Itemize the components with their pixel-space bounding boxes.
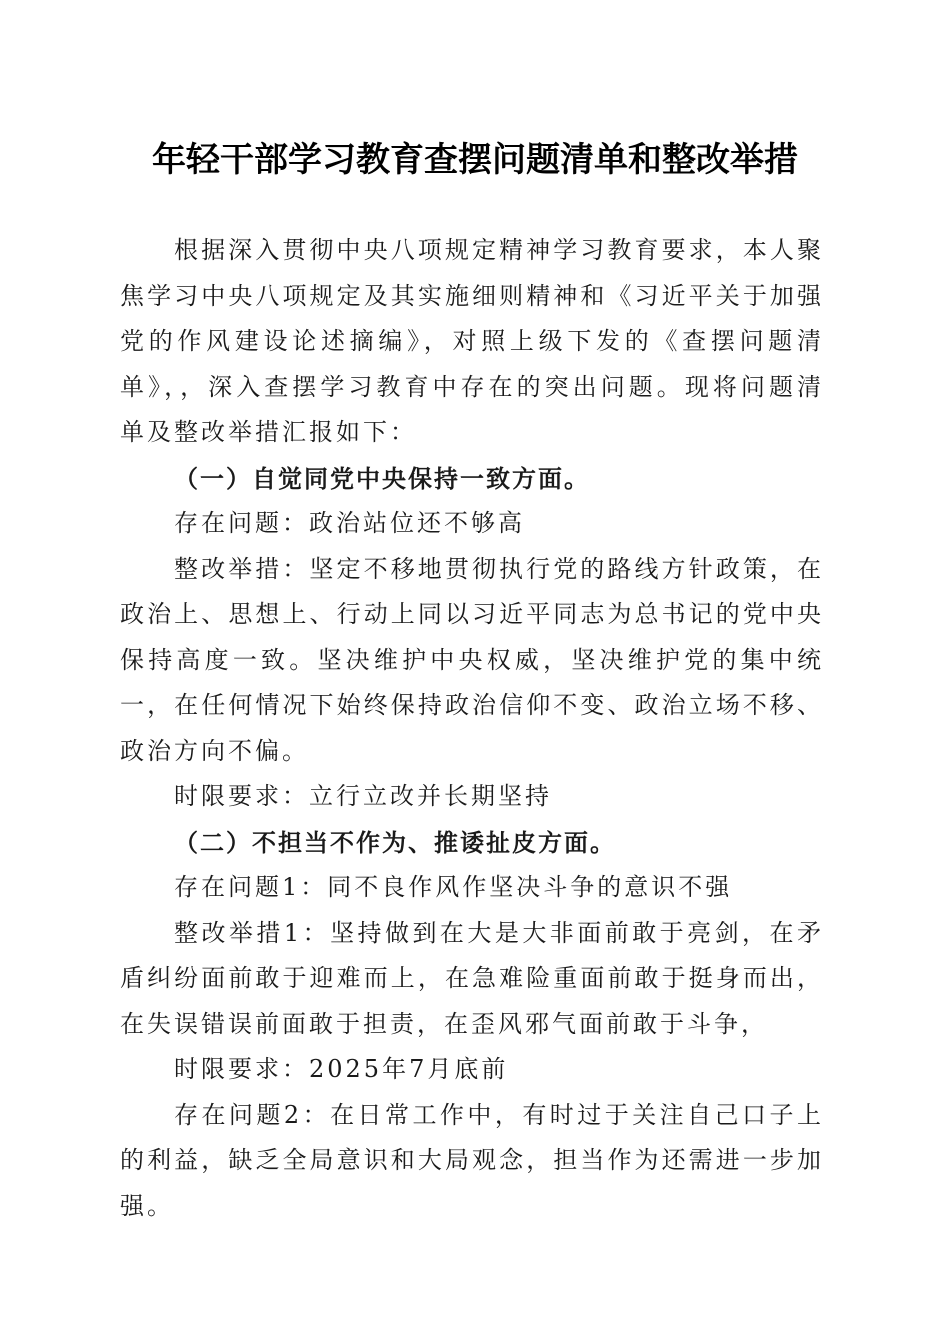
problem-2-2: 存在问题2：在日常工作中，有时过于关注自己口子上的利益，缺乏全局意识和大局观念，担当作为还需进一步加强。	[120, 1100, 824, 1220]
measure-2-1: 整改举措1：坚持做到在大是大非面前敢于亮剑，在矛盾纠纷面前敢于迎难而上，在急难险重面前敢于挺身而出，在失误错误前面敢于担责，在歪风邪气面前敢于斗争，	[120, 918, 824, 1038]
document-body	[120, 228, 824, 1229]
problem-1: 存在问题：政治站位还不够高	[174, 509, 525, 537]
section-heading-2: （二）不担当不作为、推诿扯皮方面。	[174, 827, 616, 857]
page-title: 年轻干部学习教育查摆问题清单和整改举措	[152, 140, 798, 180]
intro-paragraph: 根据深入贯彻中央八项规定精神学习教育要求，本人聚焦学习中央八项规定及其实施细则精神和《习近平关于加强党的作风建设论述摘编》，对照上级下发的《查摆问题清单》，，深入查摆学习教育中存在的突出问题。现将问题清单及整改举措汇报如下：	[120, 236, 824, 446]
deadline-1: 时限要求：立行立改并长期坚持	[174, 782, 552, 810]
problem-2-1: 存在问题1：同不良作风作坚决斗争的意识不强	[174, 873, 733, 901]
section-heading-1: （一）自觉同党中央保持一致方面。	[174, 463, 590, 493]
deadline-2-1: 时限要求：2025年7月底前	[174, 1055, 509, 1083]
measure-1: 整改举措：坚定不移地贯彻执行党的路线方针政策，在政治上、思想上、行动上同以习近平同志为总书记的党中央保持高度一致。坚决维护中央权威，坚决维护党的集中统一，在任何情况下始终保持政治信仰不变、政治立场不移、政治方向不偏。	[120, 554, 824, 765]
